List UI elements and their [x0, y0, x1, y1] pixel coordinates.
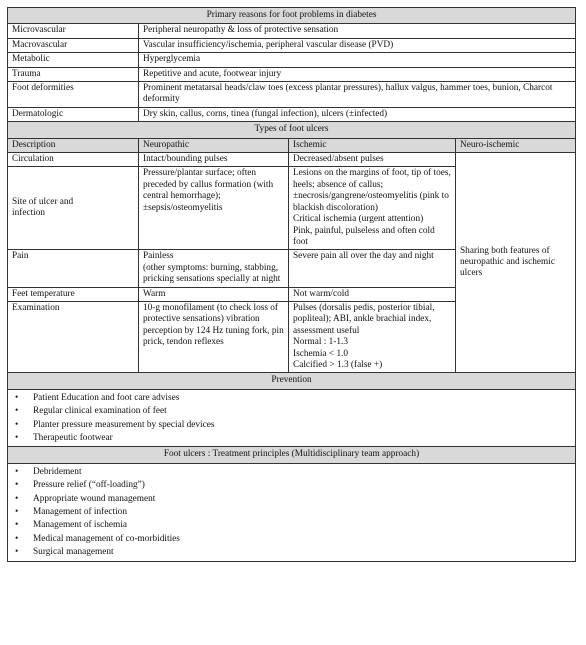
- neuropathic-cell: 10-g monofilament (to check loss of protective sensations) vibration perception by 124 Hz tuning fork, pin prick, tendon reflexes: [139, 301, 289, 372]
- reasons-title-row: [8, 8, 576, 24]
- ulcer-row-label: Feet temperature: [8, 287, 139, 301]
- ulcers-header-row: [8, 138, 576, 152]
- reason-value: Repetitive and acute, footwear injury: [139, 67, 576, 81]
- treatment-item: • Appropriate wound management: [12, 493, 571, 506]
- reason-label: Foot deformities: [8, 82, 139, 108]
- col-header-description: Description: [8, 138, 139, 152]
- reason-row: [8, 24, 576, 38]
- reason-value: Prominent metatarsal heads/claw toes (excess plantar pressures), hallux valgus, hammer toes, bunion, Charcot deformity: [139, 82, 576, 108]
- diabetic-foot-table-wrapper: [7, 7, 575, 562]
- treatment-list: [12, 466, 571, 560]
- reason-row: [8, 82, 576, 108]
- prevention-list-cell: [8, 389, 576, 447]
- treatment-item: • Management of infection: [12, 506, 571, 519]
- ulcer-row-circulation: [8, 153, 576, 167]
- treatment-title-row: [8, 447, 576, 463]
- ischemic-cell: Lesions on the margins of foot, tip of toes, heels; absence of callus; ±necrosis/gangrene/osteomyelitis (pink to blackish discoloration) Critical ischemia (urgent attention) Pink, painful, pulseless and often cold foot: [289, 167, 456, 250]
- prevention-list-row: [8, 389, 576, 447]
- treatment-item: • Management of ischemia: [12, 519, 571, 532]
- ulcers-title-row: [8, 122, 576, 138]
- ischemic-cell: Pulses (dorsalis pedis, posterior tibial, popliteal); ABI, ankle brachial index, assessment useful Normal : 1-1.3 Ischemia < 1.0 Calcified > 1.3 (false +): [289, 301, 456, 372]
- reason-value: Vascular insufficiency/ischemia, peripheral vascular disease (PVD): [139, 38, 576, 52]
- ischemic-cell: Not warm/cold: [289, 287, 456, 301]
- treatment-item: • Medical management of co-morbidities: [12, 533, 571, 546]
- treatment-item: • Pressure relief (“off-loading”): [12, 479, 571, 492]
- treatment-list-cell: [8, 463, 576, 561]
- prevention-item: • Regular clinical examination of feet: [12, 405, 571, 418]
- col-header-neuro-ischemic: Neuro-ischemic: [456, 138, 576, 152]
- ulcer-row-label: Examination: [8, 301, 139, 372]
- reason-label: Microvascular: [8, 24, 139, 38]
- neuropathic-cell: Pressure/plantar surface; often preceded by callus formation (with central hemorrhage); ±sepsis/osteomyelitis: [139, 167, 289, 250]
- reason-label: Trauma: [8, 67, 139, 81]
- ischemic-cell: Severe pain all over the day and night: [289, 250, 456, 287]
- prevention-title: Prevention: [8, 373, 576, 389]
- reason-label: Dermatologic: [8, 107, 139, 121]
- ulcer-row-label: Circulation: [8, 153, 139, 167]
- treatment-title: Foot ulcers : Treatment principles (Multidisciplinary team approach): [8, 447, 576, 463]
- neuro-ischemic-cell: Sharing both features of neuropathic and ischemic ulcers: [456, 153, 576, 373]
- ulcer-row-label: Pain: [8, 250, 139, 287]
- prevention-item: • Therapeutic footwear: [12, 432, 571, 445]
- prevention-list: [12, 392, 571, 446]
- col-header-neuropathic: Neuropathic: [139, 138, 289, 152]
- reason-value: Peripheral neuropathy & loss of protective sensation: [139, 24, 576, 38]
- reason-row: [8, 53, 576, 67]
- treatment-item: • Debridement: [12, 466, 571, 479]
- neuropathic-cell: Intact/bounding pulses: [139, 153, 289, 167]
- prevention-item: • Patient Education and foot care advises: [12, 392, 571, 405]
- prevention-item: • Planter pressure measurement by special devices: [12, 419, 571, 432]
- reason-value: Hyperglycemia: [139, 53, 576, 67]
- ulcer-row-label: Site of ulcer and infection: [8, 167, 139, 250]
- reason-row: [8, 67, 576, 81]
- neuropathic-cell: Painless (other symptoms: burning, stabbing, pricking sensations specially at night: [139, 250, 289, 287]
- col-header-ischemic: Ischemic: [289, 138, 456, 152]
- reason-label: Metabolic: [8, 53, 139, 67]
- neuropathic-cell: Warm: [139, 287, 289, 301]
- reason-value: Dry skin, callus, corns, tinea (fungal infection), ulcers (±infected): [139, 107, 576, 121]
- ulcers-title: Types of foot ulcers: [8, 122, 576, 138]
- reasons-title: Primary reasons for foot problems in diabetes: [8, 8, 576, 24]
- ischemic-cell: Decreased/absent pulses: [289, 153, 456, 167]
- treatment-item: • Surgical management: [12, 546, 571, 559]
- diabetic-foot-table: [7, 7, 576, 562]
- treatment-list-row: [8, 463, 576, 561]
- reason-label: Macrovascular: [8, 38, 139, 52]
- reason-row: [8, 107, 576, 121]
- prevention-title-row: [8, 373, 576, 389]
- reason-row: [8, 38, 576, 52]
